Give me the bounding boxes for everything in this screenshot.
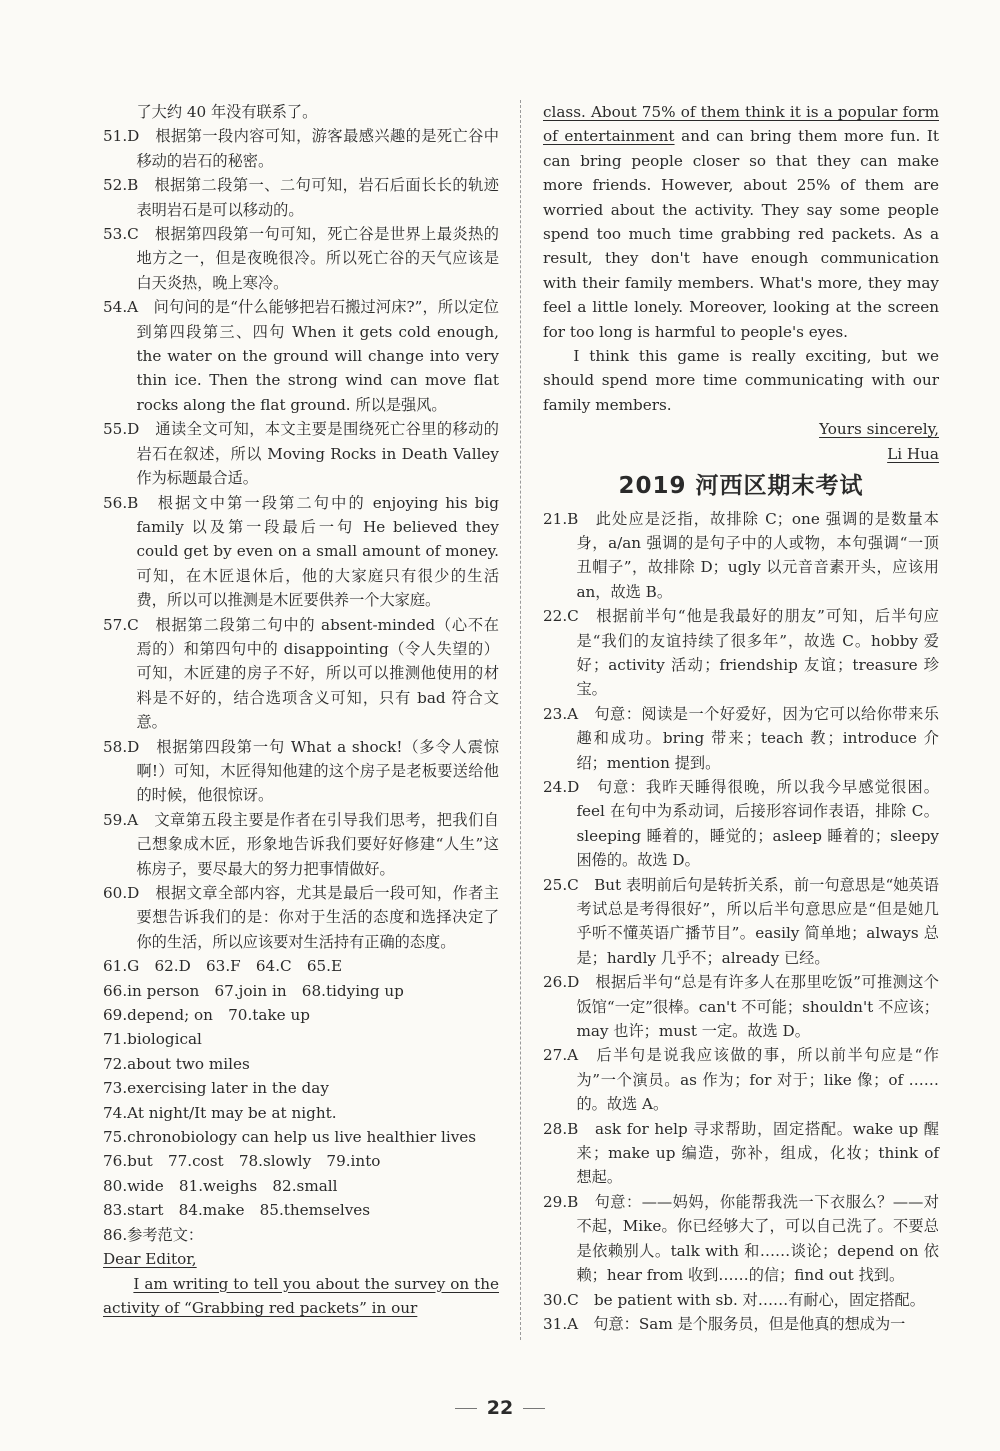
signature-text: Yours sincerely, — [819, 420, 939, 439]
answer-line: 69.depend; on 70.take up — [103, 1006, 310, 1025]
letter-paragraph — [103, 1272, 499, 1321]
letter-paragraph: I think this game is really exciting, but we should spend more time communicating with our family members. — [543, 347, 939, 414]
answer-item: 57.C 根据第二段第二句中的 absent-minded（心不在焉的）和第四句中的 disappointing（令人失望的）可知，木匠建的房子不好，所以可以推测他使用的材料是不好的，结合选项含义可知，只有 bad 符合文意。 — [103, 615, 499, 732]
answer-line: 72.about two miles — [103, 1054, 250, 1073]
letter-signature — [543, 417, 939, 441]
letter-signature — [543, 442, 939, 466]
section-title: 2019 河西区期末考试 — [618, 473, 864, 500]
answer-item: 54.A 问句问的是“什么能够把岩石搬过河床?”，所以定位到第四段第三、四句 When it gets cold enough, the water on the ground will change into very thin ice. Then the strong wind can move flat rocks along the flat ground. 所以是强风。 — [103, 298, 499, 414]
left-column — [103, 100, 499, 1320]
answer-line: 83.start 84.make 85.themselves — [103, 1201, 371, 1220]
answer-item: 53.C 根据第四段第一句可知，死亡谷是世界上最炎热的地方之一，但是夜晚很冷。所以死亡谷的天气应该是白天炎热，晚上寒冷。 — [103, 225, 499, 292]
answer-item: 22.C 根据前半句“他是我最好的朋友”可知，后半句应是“我们的友谊持续了很多年”，故选 C。hobby 爱好；activity 活动；friendship 友谊；treasure 珍宝。 — [543, 607, 939, 699]
answer-item: 21.B 此处应是泛指，故排除 C；one 强调的是数量本身，a/an 强调的是句子中的人或物，本句强调“一顶丑帽子”，故排除 D；ugly 以元音音素开头，应该用 an，故选 B。 — [543, 509, 939, 601]
answer-line: 74.At night/It may be at night. — [103, 1103, 337, 1122]
answer-item: 60.D 根据文章全部内容，尤其是最后一段可知，作者主要想告诉我们的是：你对于生活的态度和选择决定了你的生活，所以应该要对生活持有正确的态度。 — [103, 884, 499, 951]
answer-item: 30.C be patient with sb. 对……有耐心，固定搭配。 — [543, 1290, 925, 1309]
answer-item: 31.A 句意：Sam 是个服务员，但是他真的想成为一 — [543, 1314, 906, 1333]
answer-item: 58.D 根据第四段第一句 What a shock!（多令人震惊啊!）可知，木匠得知他建的这个房子是老板要送给他的时候，他很惊讶。 — [103, 737, 499, 805]
watermark-text — [832, 1373, 982, 1413]
underlined-text: I am writing to tell you about the survey on the activity of “Grabbing red packets” in our — [103, 1274, 499, 1317]
answer-list — [543, 507, 939, 1337]
answer-line: 80.wide 81.weighs 82.small — [103, 1176, 338, 1195]
answer-line: 71.biological — [103, 1030, 202, 1049]
underlined-text: class. About 75% of them think it is a popular form of entertainment — [543, 103, 939, 146]
answer-line: 66.in person 67.join in 68.tidying up — [103, 981, 404, 1000]
answer-item: 29.B 句意：——妈妈，你能帮我洗一下衣服么？——对不起，Mike。你已经够大了，可以自己洗了。不要总是依赖别人。talk with 和……谈论；depend on 依赖；hear from 收到……的信；find out 找到。 — [543, 1192, 939, 1285]
column-divider — [520, 100, 521, 1340]
watermark-url — [832, 1413, 982, 1435]
answer-item: 52.B 根据第二段第一、二句可知，岩石后面长长的轨迹表明岩石是可以移动的。 — [103, 176, 499, 219]
letter-paragraph-continued — [543, 100, 939, 344]
essay-continuation — [543, 100, 939, 466]
answer-item: 55.D 通读全文可知，本文主要是围绕死亡谷里的移动的岩石在叙述，所以 Moving Rocks in Death Valley 作为标题最合适。 — [103, 420, 499, 488]
answer-item: 27.A 后半句是说我应该做的事，所以前半句应是“作为”一个演员。as 作为；for 对于；like 像；of ……的。故选 A。 — [543, 1046, 939, 1114]
answer-line: 73.exercising later in the day — [103, 1079, 329, 1098]
paragraph-text: and can bring them more fun. It can bring people closer so that they can make more friends. However, about 25% of them are worried about the activity. They say some people spend too much time grabbing red packets. As a result, they don't have enough communication with their family members. What's more, they may feel a little lonely. Moreover, looking at the screen for too long is harmful to people's eyes. — [543, 127, 940, 341]
answer-item: 28.B ask for help 寻求帮助，固定搭配。wake up 醒来；make up 编造，弥补，组成，化妆；think of 想起。 — [543, 1119, 939, 1187]
answer-item: 59.A 文章第五段主要是作者在引导我们思考，把我们自己想象成木匠，形象地告诉我们要好好修建“人生”这栋房子，要尽最大的努力把事情做好。 — [103, 810, 499, 878]
answer-item: 56.B 根据文中第一段第二句中的 enjoying his big family 以及第一段最后一句 He believed they could get by even on a small amount of money. 可知，在木匠退休后，他的大家庭只有很少的生活费，所以可以推测是木匠要供养一个大家庭。 — [103, 493, 499, 610]
answer-item: 24.D 句意：我昨天睡得很晚，所以我今早感觉很困。feel 在句中为系动词，后接形容词作表语，排除 C。sleeping 睡着的，睡觉的；asleep 睡着的；sleepy 困倦的。故选 D。 — [543, 777, 939, 870]
answer-line: 61.G 62.D 63.F 64.C 65.E — [103, 957, 343, 976]
letter-salutation — [103, 1247, 499, 1271]
answer-line: 75.chronobiology can help us live healthier lives — [103, 1128, 477, 1147]
continued-text: 了大约 40 年没有联系了。 — [136, 103, 318, 121]
right-column — [543, 100, 939, 1336]
salutation-text: Dear Editor, — [103, 1250, 197, 1269]
answer-line: 76.but 77.cost 78.slowly 79.into — [103, 1152, 381, 1171]
answer-item: 51.D 根据第一段内容可知，游客最感兴趣的是死亡谷中移动的岩石的秘密。 — [103, 127, 499, 170]
page-number: 22 — [0, 1397, 1000, 1419]
answer-item: 25.C But 表明前后句是转折关系，前一句意思是“她英语考试总是考得很好”，所以后半句意思应是“但是她几乎听不懂英语广播节目”。easily 简单地；always 总是；hardly 几乎不；already 已经。 — [543, 875, 939, 967]
answer-item: 26.D 根据后半句“总是有许多人在那里吃饭”可推测这个饭馆“一定”很棒。can't 不可能；shouldn't 不应该；may 也许；must 一定。故选 D。 — [543, 973, 939, 1041]
signature-text: Li Hua — [887, 444, 939, 463]
watermark-logo — [832, 1373, 982, 1443]
answer-item: 23.A 句意：阅读是一个好爱好，因为它可以给你带来乐趣和成功。bring 带来；teach 教；introduce 介绍；mention 提到。 — [543, 704, 939, 772]
answer-line: 86.参考范文： — [103, 1225, 204, 1244]
